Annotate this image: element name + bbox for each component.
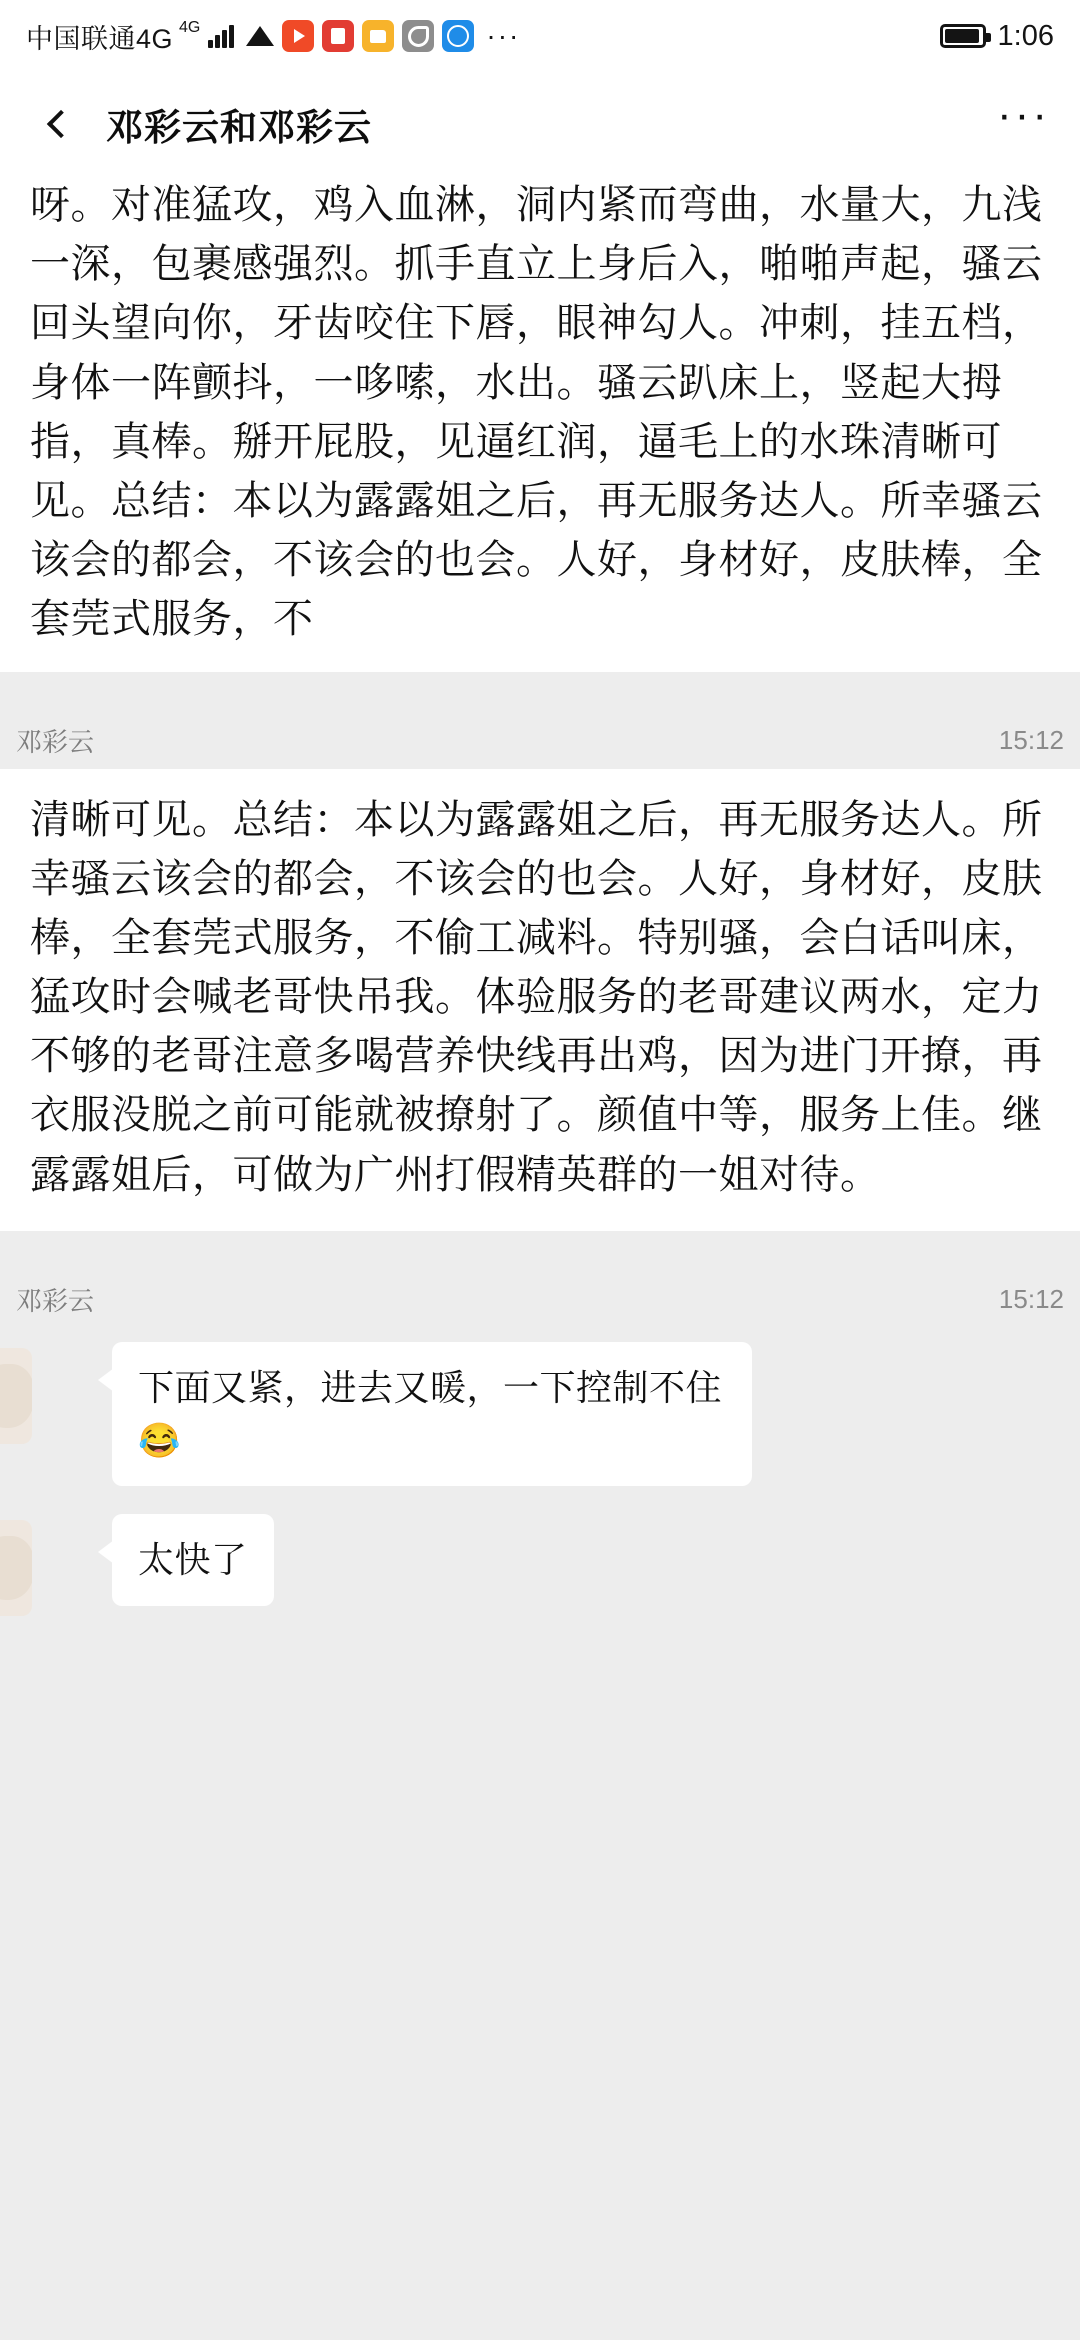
yellow-app-icon xyxy=(362,20,394,52)
play-app-icon xyxy=(282,20,314,52)
signal-icon xyxy=(208,24,234,48)
list-item[interactable] xyxy=(0,1514,1080,1610)
clock-label: 1:06 xyxy=(997,19,1054,52)
message-text: 下面又紧，进去又暖，一下控制不住 xyxy=(138,1366,723,1408)
red-app-icon xyxy=(322,20,354,52)
message-gap xyxy=(0,1231,1080,1255)
avatar[interactable] xyxy=(0,1342,94,1438)
message-meta xyxy=(0,696,1080,769)
message-bubble[interactable] xyxy=(112,1342,752,1486)
message-time: 15:12 xyxy=(998,1283,1064,1314)
chat-header xyxy=(0,72,1080,176)
gray-app-icon xyxy=(402,20,434,52)
status-bar-left xyxy=(26,17,940,56)
overflow-dots-icon: ··· xyxy=(486,20,521,51)
laughing-emoji-icon: 😂 xyxy=(138,1422,181,1460)
back-button[interactable] xyxy=(30,97,84,151)
message-sender: 邓彩云 xyxy=(16,726,95,757)
avatar[interactable] xyxy=(0,1514,94,1610)
message-text: 太快了 xyxy=(138,1539,248,1581)
battery-icon xyxy=(940,24,986,48)
blue-app-icon xyxy=(442,20,474,52)
message-time: 15:12 xyxy=(998,724,1064,755)
more-options-icon[interactable]: ··· xyxy=(997,90,1050,139)
message-bubble[interactable] xyxy=(112,1514,274,1606)
message-gap xyxy=(0,672,1080,696)
message-meta xyxy=(0,1255,1080,1328)
carrier-label: 中国联通4G xyxy=(26,23,174,54)
page-title: 邓彩云和邓彩云 xyxy=(106,107,372,148)
status-bar xyxy=(0,0,1080,72)
message-bubble-clipped[interactable]: 呀。对准猛攻，鸡入血淋，洞内紧而弯曲，水量大，九浅一深，包裹感强烈。抓手直立上身后入，啪啪声起，骚云回头望向你，牙齿咬住下唇，眼神勾人。冲刺，挂五档，身体一阵颤抖，一哆嗦，水出。骚云趴床上，竖起大拇指，真棒。掰开屁股，见逼红润，逼毛上的水珠清晰可见。总结：本以为露露姐之后，再无服务达人。所幸骚云该会的都会，不该会的也会。人好，身材好，皮肤棒，全套莞式服务，不 xyxy=(0,176,1080,672)
wifi-icon xyxy=(246,24,274,48)
network-type-label: 4G xyxy=(179,19,201,36)
message-sender: 邓彩云 xyxy=(16,1285,95,1316)
message-list[interactable] xyxy=(0,176,1080,2340)
list-item[interactable] xyxy=(0,1342,1080,1486)
message-bubble[interactable]: 清晰可见。总结：本以为露露姐之后，再无服务达人。所幸骚云该会的都会，不该会的也会。人好，身材好，皮肤棒，全套莞式服务，不偷工减料。特别骚，会白话叫床，猛攻时会喊老哥快吊我。体验服务的老哥建议两水，定力不够的老哥注意多喝营养快线再出鸡，因为进门开撩，再衣服没脱之前可能就被撩射了。颜值中等，服务上佳。继露露姐后，可做为广州打假精英群的一姐对待。 xyxy=(0,769,1080,1231)
status-bar-right xyxy=(940,20,1054,53)
